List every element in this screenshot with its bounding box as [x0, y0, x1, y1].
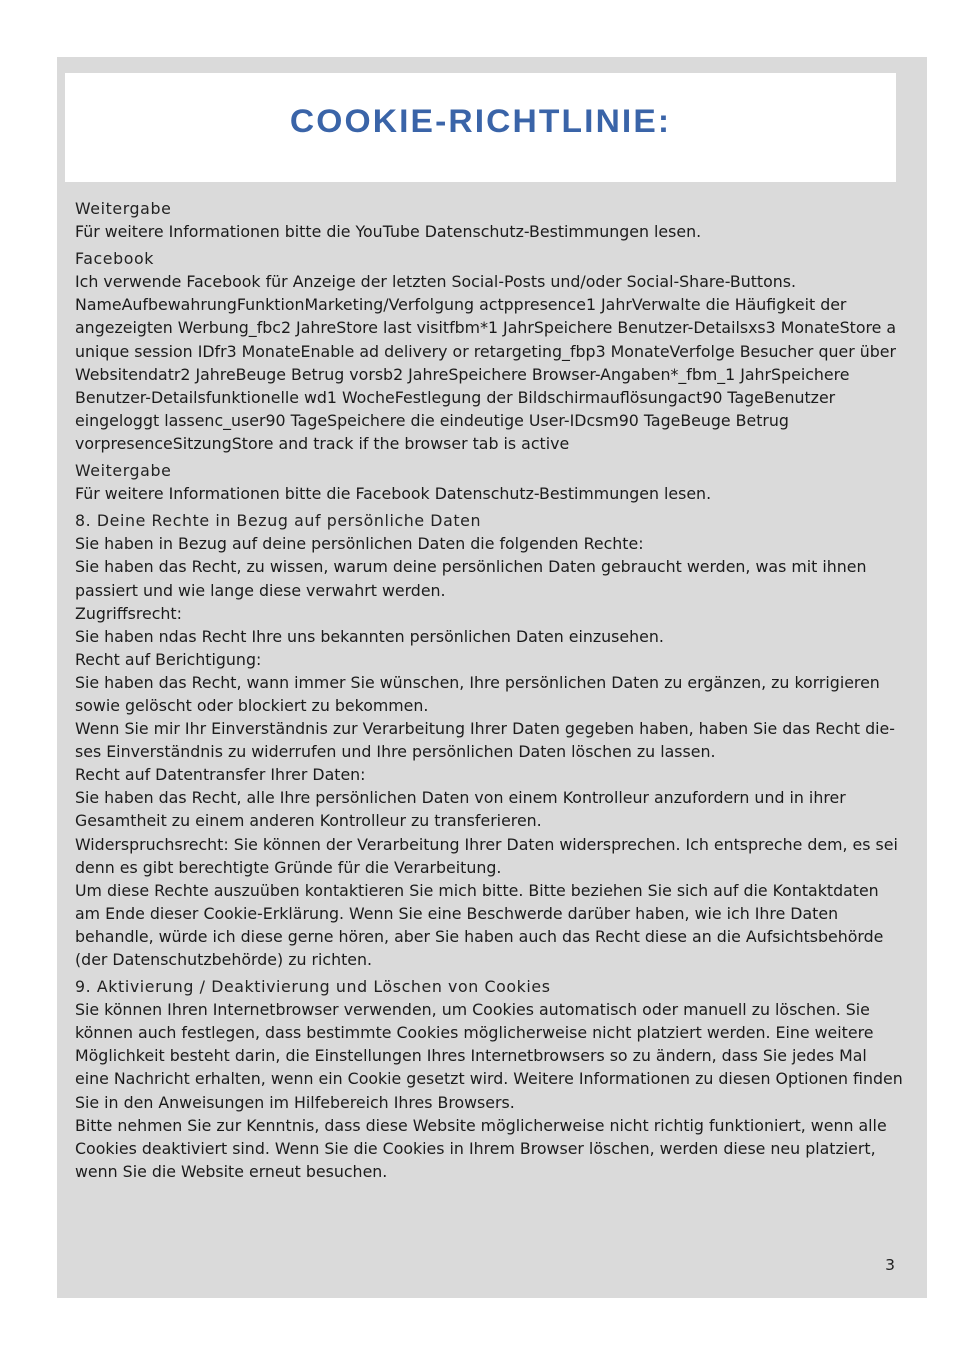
- paragraph: Recht auf Berichtigung:: [75, 649, 262, 669]
- paragraph: Ich verwende Facebook für Anzeige der letzten Social-Posts und/oder Social-Share-Buttons.: [75, 272, 797, 292]
- section-heading: Facebook: [75, 249, 155, 269]
- paragraph: Für weitere Informationen bitte die Facebook Datenschutz-Bestimmungen lesen.: [75, 484, 712, 504]
- paragraph: Sie haben das Recht, zu wissen, warum deine persönlichen Daten gebraucht werden, was mit ihnen passiert und wie lange diese verwahrt werden.: [75, 557, 867, 600]
- section-heading: Weitergabe: [75, 461, 172, 481]
- paragraph: Um diese Rechte auszuüben kontaktieren Sie mich bitte. Bitte beziehen Sie sich auf die Kontaktdaten am Ende dieser Cookie-Erklärung. Wenn Sie eine Beschwerde darüber haben, wie ich Ihre Daten behandle, würde ich diese gerne hören, aber Sie haben auch das Recht diese an die Aufsichtsbehörde (der Datenschutzbehörde) zu richten.: [75, 880, 884, 969]
- paragraph: Sie haben in Bezug auf deine persönlichen Daten die folgenden Rechte:: [75, 534, 644, 554]
- paragraph: Bitte nehmen Sie zur Kenntnis, dass diese Website möglicherweise nicht richtig funktioniert, wenn alle Cookies deaktiviert sind. Wenn Sie die Cookies in Ihrem Browser löschen, werden diese neu platziert, wenn Sie die Website erneut besuchen.: [75, 1115, 887, 1181]
- paragraph: Widerspruchsrecht: Sie können der Verarbeitung Ihrer Daten widersprechen. Ich entspreche dem, es sei denn es gibt berechtigte Gründe für die Verarbeitung.: [75, 834, 898, 877]
- title-box: [65, 73, 896, 182]
- page-number: 3: [885, 1256, 895, 1274]
- page-panel: [57, 57, 927, 1298]
- section-heading: Weitergabe: [75, 199, 172, 218]
- document-body: [75, 197, 905, 1183]
- paragraph: Sie haben das Recht, alle Ihre persönlichen Daten von einem Kontrolleur anzufordern und in ihrer Gesamtheit zu einem anderen Kontrolleur zu transferieren.: [75, 788, 846, 831]
- paragraph: Für weitere Informationen bitte die YouTube Datenschutz-Bestimmungen lesen.: [75, 222, 702, 242]
- paragraph: Sie haben das Recht, wann immer Sie wünschen, Ihre persönlichen Daten zu ergänzen, zu korrigieren sowie gelöscht oder blockiert zu bekommen.: [75, 672, 880, 715]
- section-heading: 8. Deine Rechte in Bezug auf persönliche Daten: [75, 511, 482, 531]
- paragraph: NameAufbewahrungFunktionMarketing/Verfolgung actppresence1 JahrVerwalte die Häufigkeit der angezeigten Werbung_fbc2 JahreStore last visitfbm*1 JahrSpeichere Benutzer-Detailsxs3 MonateStore a unique session IDfr3 MonateEnable ad delivery or retargeting_fbp3 MonateVerfolge Besucher quer über Websitendatr2 JahreBeuge Betrug vorsb2 JahreSpeichere Browser-Angaben*_fbm_1 JahrSpeichere Benutzer-Detailsfunktionelle wd1 WocheFestlegung der Bildschirmauflösungact90 TageBenutzer eingeloggt lassenc_user90 TageSpeichere die eindeutige User-IDcsm90 TageBeuge Betrug vorpresenceSitzungStore and track if the browser tab is active: [75, 295, 897, 453]
- paragraph: Sie haben ndas Recht Ihre uns bekannten persönlichen Daten einzusehen.: [75, 626, 664, 646]
- paragraph: Wenn Sie mir Ihr Einverständnis zur Verarbeitung Ihrer Daten gegeben haben, haben Sie das Recht dieses Einverständnis zu widerrufen und Ihre persönlichen Daten löschen zu lassen.: [75, 719, 895, 762]
- section-heading: 9. Aktivierung / Deaktivierung und Löschen von Cookies: [75, 977, 551, 997]
- paragraph: Sie können Ihren Internetbrowser verwenden, um Cookies automatisch oder manuell zu löschen. Sie können auch festlegen, dass bestimmte Cookies möglicherweise nicht platziert werden. Eine weitere Möglichkeit besteht darin, die Einstellungen Ihres Internetbrowsers so zu ändern, dass Sie jedes Mal eine Nachricht erhalten, wenn ein Cookie gesetzt wird. Weitere Informationen zu diesen Optionen finden Sie in den Anweisungen im Hilfebereich Ihres Browsers.: [75, 1000, 903, 1112]
- paragraph: Zugriffsrecht:: [75, 603, 182, 623]
- paragraph: Recht auf Datentransfer Ihrer Daten:: [75, 765, 366, 785]
- page-title: COOKIE-RICHTLINIE:: [289, 103, 672, 139]
